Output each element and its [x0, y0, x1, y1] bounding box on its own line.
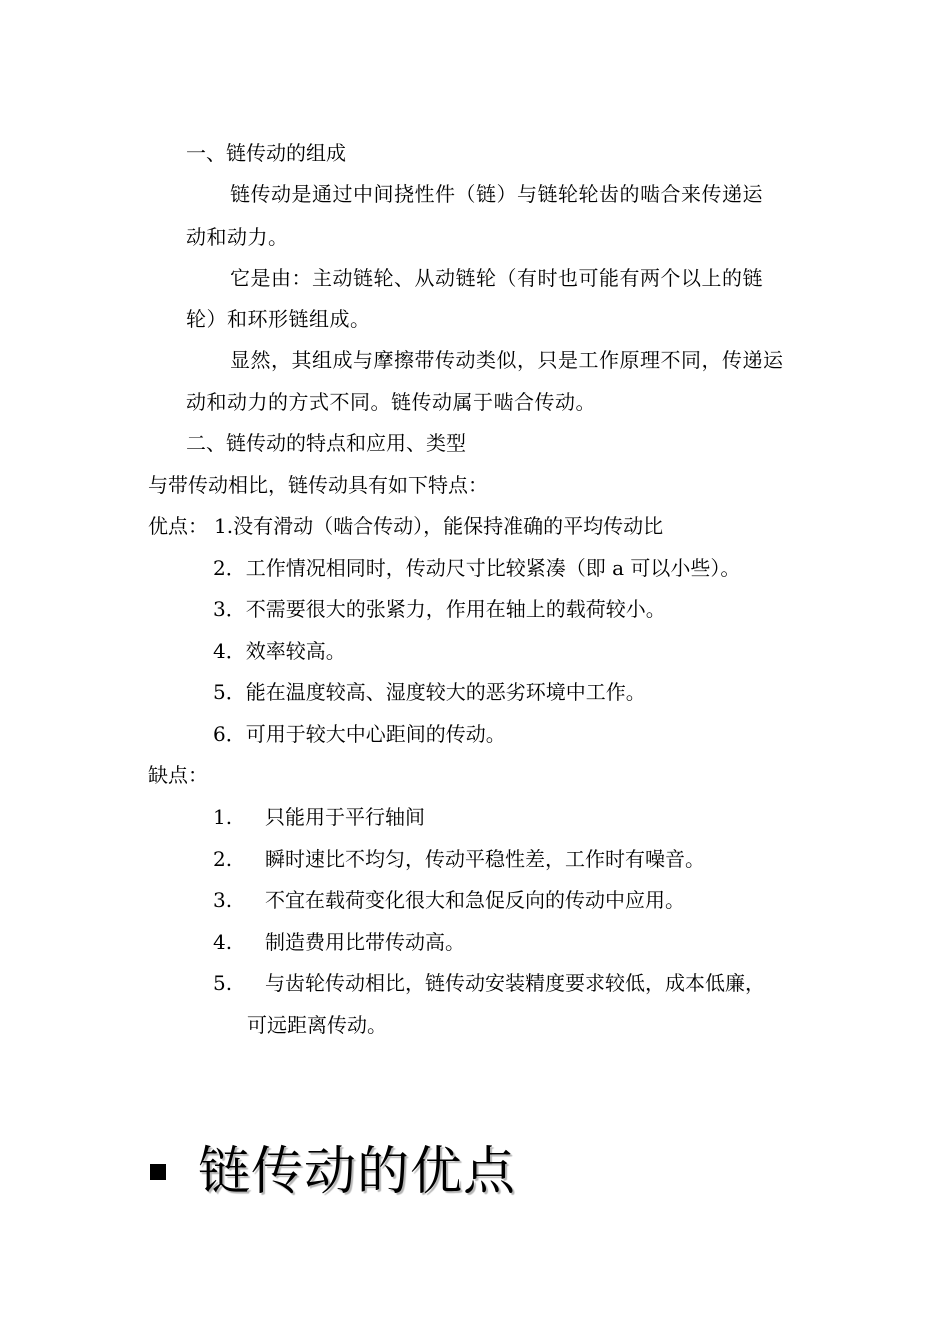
disadvantage-number: 2.: [213, 847, 233, 871]
advantage-item-5: 5．能在温度较高、湿度较大的恶劣环境中工作。: [213, 680, 646, 704]
paragraph-1-line-2: 动和动力。: [186, 225, 289, 249]
paragraph-3-line-2: 动和动力的方式不同。链传动属于啮合传动。: [186, 390, 596, 414]
section-2-intro: 与带传动相比，链传动具有如下特点：: [148, 473, 488, 497]
disadvantage-text: 瞬时速比不均匀，传动平稳性差，工作时有噪音。: [265, 847, 705, 871]
advantage-item-6: 6．可用于较大中心距间的传动。: [213, 722, 506, 746]
disadvantages-label: 缺点：: [148, 763, 208, 787]
paragraph-3-line-1: 显然，其组成与摩擦带传动类似，只是工作原理不同，传递运: [230, 348, 784, 372]
advantage-item-4: 4．效率较高。: [213, 639, 346, 663]
slide-title: [150, 1140, 516, 1204]
paragraph-2-line-1: 它是由：主动链轮、从动链轮（有时也可能有两个以上的链: [230, 266, 763, 290]
disadvantage-text: 制造费用比带传动高。: [265, 930, 465, 954]
section-2-heading: 二、链传动的特点和应用、类型: [186, 431, 466, 455]
square-bullet-icon: [150, 1164, 166, 1180]
advantages-label: 优点：: [148, 514, 208, 538]
disadvantage-text: 只能用于平行轴间: [265, 805, 425, 829]
disadvantage-text: 不宜在载荷变化很大和急促反向的传动中应用。: [265, 888, 685, 912]
advantage-item-1: 1.没有滑动（啮合传动），能保持准确的平均传动比: [214, 514, 664, 538]
paragraph-2-line-2: 轮）和环形链组成。: [186, 307, 371, 331]
disadvantage-number: 1.: [213, 805, 233, 829]
disadvantage-number: 3.: [213, 888, 233, 912]
disadvantage-number: 5.: [213, 971, 233, 995]
disadvantage-text: 与齿轮传动相比，链传动安装精度要求较低，成本低廉，: [265, 971, 765, 995]
disadvantage-text-continued: 可远距离传动。: [247, 1013, 387, 1037]
advantage-item-2: 2．工作情况相同时，传动尺寸比较紧凑（即 a 可以小些）。: [213, 556, 741, 580]
disadvantage-number: 4.: [213, 930, 233, 954]
section-1-heading: 一、链传动的组成: [186, 141, 346, 165]
slide-title-text: 链传动的优点: [198, 1142, 517, 1202]
advantage-item-3: 3．不需要很大的张紧力，作用在轴上的载荷较小。: [213, 597, 666, 621]
paragraph-1-line-1: 链传动是通过中间挠性件（链）与链轮轮齿的啮合来传递运: [230, 182, 763, 206]
